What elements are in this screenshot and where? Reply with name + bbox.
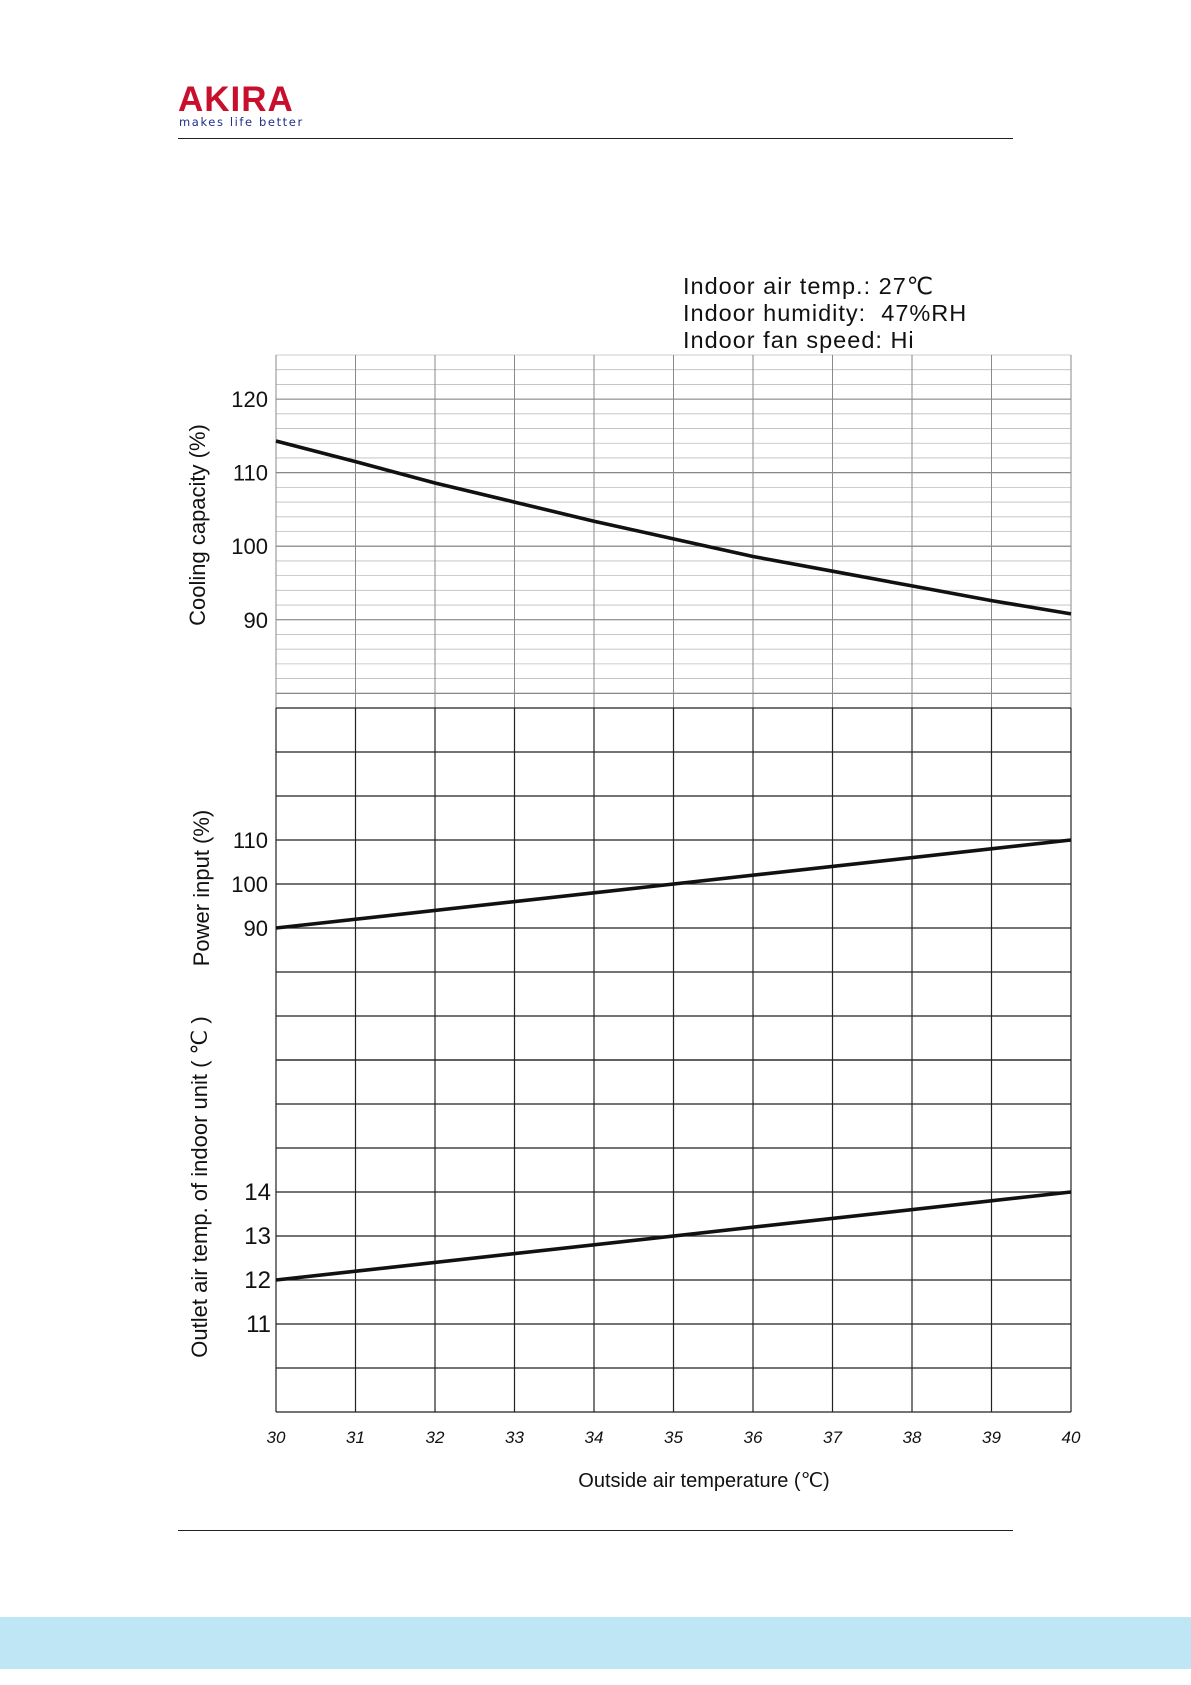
y-tick-labels — [231, 387, 271, 1338]
condition-line: Indoor air temp.: 27℃ — [683, 273, 935, 299]
condition-line: Indoor fan speed: Hi — [683, 327, 915, 353]
x-tick-label: 39 — [982, 1428, 1001, 1447]
power-y-tick-label: 110 — [232, 828, 268, 853]
footer-rule — [178, 1530, 1013, 1531]
cooling-y-tick-label: 120 — [231, 387, 268, 413]
outlet-y-tick-label: 13 — [244, 1223, 271, 1250]
test-conditions — [683, 273, 967, 353]
condition-line: Indoor humidity: 47%RH — [683, 300, 968, 326]
x-tick-label: 40 — [1061, 1428, 1081, 1447]
x-tick-label: 31 — [346, 1428, 365, 1447]
cooling-axis-label: Cooling capacity (%) — [185, 424, 210, 626]
logo-tagline: makes life better — [179, 115, 304, 129]
x-tick-label: 35 — [664, 1428, 683, 1447]
outlet-axis-label: Outlet air temp. of indoor unit ( ℃ ) — [187, 1016, 212, 1358]
outlet-y-tick-label: 14 — [244, 1179, 271, 1206]
x-tick-label: 33 — [505, 1428, 524, 1447]
x-axis-label: Outside air temperature (℃) — [578, 1470, 830, 1492]
x-tick-label: 37 — [823, 1428, 842, 1447]
footer-band — [0, 1617, 1191, 1669]
outlet-y-tick-label: 11 — [246, 1311, 271, 1338]
x-tick-label: 30 — [266, 1428, 286, 1447]
x-tick-label: 32 — [425, 1428, 445, 1447]
power-axis-label: Power input (%) — [189, 809, 214, 967]
x-tick-labels — [267, 1428, 1081, 1447]
power-y-tick-label: 90 — [243, 916, 268, 941]
power-y-tick-label: 100 — [231, 872, 268, 897]
logo-wordmark: AKIRA — [178, 80, 294, 119]
cooling-y-tick-label: 100 — [231, 534, 268, 560]
x-tick-label: 34 — [584, 1428, 604, 1447]
outlet-y-tick-label: 12 — [244, 1267, 271, 1294]
cooling-y-tick-label: 110 — [232, 460, 268, 486]
x-tick-label: 36 — [743, 1428, 763, 1447]
cooling-y-tick-label: 90 — [243, 607, 268, 633]
x-tick-label: 38 — [902, 1428, 922, 1447]
